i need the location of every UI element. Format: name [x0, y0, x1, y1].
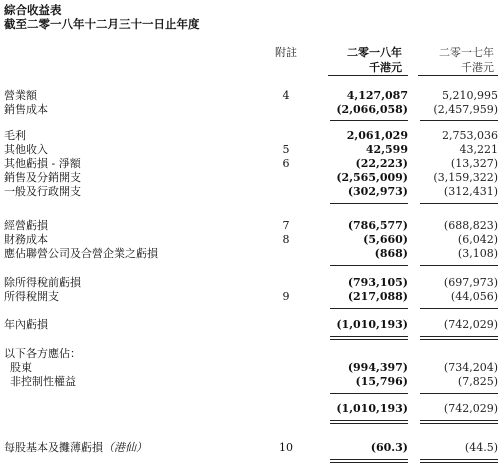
row-note: 5	[282, 143, 290, 156]
row-label: 非控制性權益	[10, 375, 76, 388]
row-value-2018: (793,105)	[347, 276, 408, 289]
row-value-2017: (13,327)	[450, 157, 498, 170]
statement-period: 截至二零一八年十二月三十一日止年度	[4, 17, 200, 31]
subtotal-rule-2017	[420, 393, 498, 394]
table-row	[0, 441, 500, 455]
row-value-2018: (868)	[374, 247, 408, 260]
subtotal-rule-2017	[420, 308, 498, 309]
table-row	[0, 233, 500, 247]
note-column-header: 附註	[275, 46, 297, 59]
row-label: 年內虧損	[4, 318, 48, 331]
row-value-2017: (688,823)	[443, 219, 498, 232]
row-value-2018: (60.3)	[370, 441, 408, 454]
double-rule-top-2018	[330, 459, 408, 460]
subtotal-rule-2018	[330, 393, 408, 394]
row-value-2018: 2,061,029	[346, 129, 408, 142]
double-rule-top-2018	[330, 336, 408, 337]
row-value-2017: (6,042)	[457, 233, 498, 246]
table-row	[0, 89, 500, 103]
double-rule-top-2017	[420, 459, 498, 460]
row-value-2017: (312,431)	[443, 185, 498, 198]
row-label: 財務成本	[4, 233, 48, 246]
header-underline-2017	[418, 75, 498, 76]
table-row	[0, 347, 500, 361]
row-value-2017: (7,825)	[457, 375, 498, 388]
double-rule-bottom-2017	[420, 423, 498, 424]
row-value-2017: 43,221	[459, 143, 498, 156]
row-note: 4	[282, 89, 290, 102]
double-rule-bottom-2018	[330, 339, 408, 340]
subtotal-rule-2018	[330, 308, 408, 309]
row-value-2018: (22,223)	[355, 157, 408, 170]
row-note: 9	[282, 290, 290, 303]
row-label: 除所得稅前虧損	[4, 276, 81, 289]
row-label: 股東	[10, 361, 32, 374]
row-value-2018: (2,565,009)	[336, 171, 408, 184]
row-value-2017: (44.5)	[464, 441, 498, 454]
table-row	[0, 290, 500, 304]
row-value-2017: (44,056)	[450, 290, 498, 303]
table-row	[0, 157, 500, 171]
row-label: 其他虧損 - 淨額	[4, 157, 81, 170]
row-note: 8	[282, 233, 290, 246]
table-row	[0, 143, 500, 157]
row-label: 所得稅開支	[4, 290, 59, 303]
row-value-2018: (1,010,193)	[336, 402, 408, 415]
row-label: 營業額	[4, 89, 37, 102]
row-value-2018: (994,397)	[347, 361, 408, 374]
row-label-main: 每股基本及攤薄虧損	[4, 441, 103, 454]
row-note: 7	[282, 219, 290, 232]
row-value-2018: (15,796)	[355, 375, 408, 388]
table-row	[0, 276, 500, 290]
double-rule-bottom-2018	[330, 423, 408, 424]
col-2018-year-header: 二零一八年	[347, 46, 402, 59]
subtotal-rule-2017	[420, 120, 498, 121]
row-label: 經營虧損	[4, 219, 48, 232]
row-value-2018: (5,660)	[363, 233, 408, 246]
row-value-2018: (786,577)	[347, 219, 408, 232]
table-row	[0, 185, 500, 199]
col-2018-unit-header: 千港元	[369, 61, 402, 74]
subtotal-rule-2018	[330, 203, 408, 204]
double-rule-bottom-2017	[420, 462, 498, 463]
subtotal-rule-2017	[420, 265, 498, 266]
row-value-2017: 5,210,995	[442, 89, 498, 102]
table-row	[0, 171, 500, 185]
double-rule-bottom-2017	[420, 339, 498, 340]
subtotal-rule-2018	[330, 265, 408, 266]
row-label: 其他收入	[4, 143, 48, 156]
row-label: 毛利	[4, 129, 26, 142]
table-row	[0, 103, 500, 117]
table-row	[0, 375, 500, 389]
row-label: 銷售及分銷開支	[4, 171, 81, 184]
row-value-2017: 2,753,036	[442, 129, 498, 142]
row-value-2017: (742,029)	[443, 402, 498, 415]
row-label-unit: （港仙）	[103, 441, 147, 454]
table-row	[0, 219, 500, 233]
row-value-2017: (697,973)	[443, 276, 498, 289]
double-rule-top-2018	[330, 420, 408, 421]
row-note: 6	[282, 157, 290, 170]
row-value-2018: (2,066,058)	[336, 103, 408, 116]
row-value-2017: (3,108)	[457, 247, 498, 260]
double-rule-top-2017	[420, 420, 498, 421]
row-label: 應佔聯營公司及合營企業之虧損	[4, 247, 158, 260]
header-underline-2018	[328, 75, 408, 76]
statement-title: 綜合收益表	[4, 3, 62, 17]
row-label: 以下各方應佔：	[4, 347, 81, 360]
row-value-2017: (2,457,959)	[433, 103, 498, 116]
row-note: 10	[279, 441, 293, 454]
table-row	[0, 361, 500, 375]
row-value-2018: 42,599	[365, 143, 408, 156]
row-label: 銷售成本	[4, 103, 48, 116]
row-value-2018: (1,010,193)	[336, 318, 408, 331]
subtotal-rule-2018	[330, 120, 408, 121]
double-rule-bottom-2018	[330, 462, 408, 463]
row-label	[4, 441, 147, 455]
row-value-2018: 4,127,087	[346, 89, 408, 102]
col-2017-unit-header: 千港元	[461, 61, 494, 74]
table-row	[0, 129, 500, 143]
row-value-2018: (302,973)	[347, 185, 408, 198]
col-2017-year-header: 二零一七年	[439, 46, 494, 59]
table-row	[0, 318, 500, 332]
table-row	[0, 247, 500, 261]
row-value-2017: (742,029)	[443, 318, 498, 331]
double-rule-top-2017	[420, 336, 498, 337]
row-value-2018: (217,088)	[347, 290, 408, 303]
row-label: 一般及行政開支	[4, 185, 81, 198]
row-value-2017: (3,159,322)	[433, 171, 498, 184]
row-value-2017: (734,204)	[443, 361, 498, 374]
subtotal-rule-2017	[420, 203, 498, 204]
table-row	[0, 402, 500, 416]
